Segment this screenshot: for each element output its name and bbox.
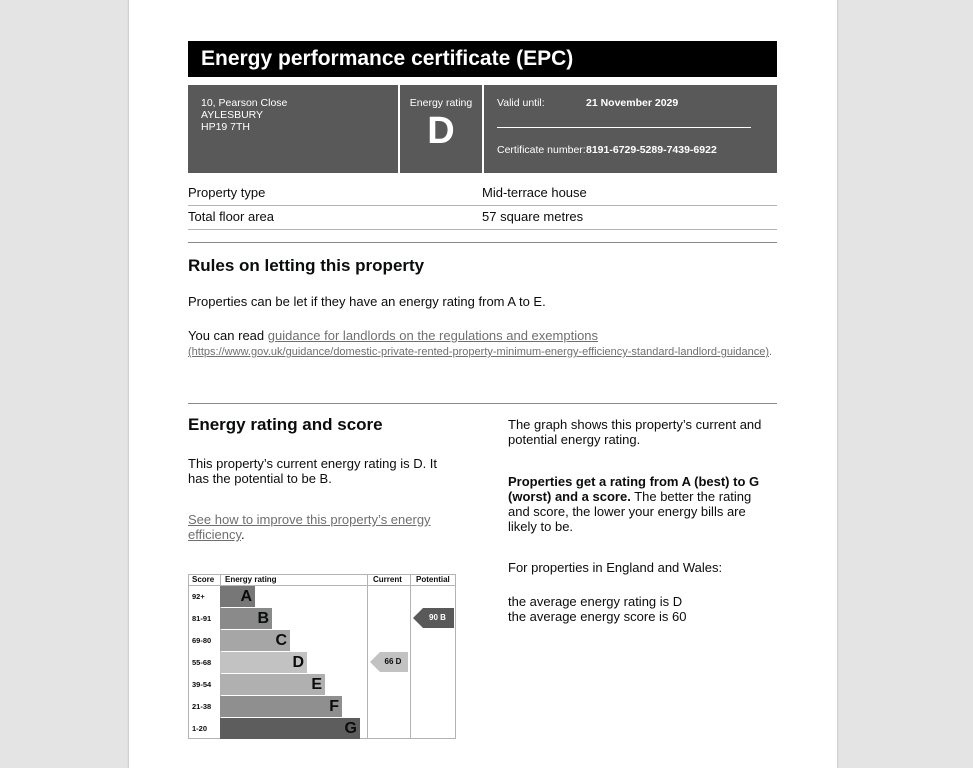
guidance-suffix: .	[769, 346, 773, 358]
letting-heading: Rules on letting this property	[188, 256, 425, 275]
property-type-value: Mid-terrace house	[482, 185, 587, 200]
rating-scale-explanation	[508, 474, 770, 534]
band-letter-f: F	[329, 698, 339, 715]
improve-suffix: .	[241, 527, 245, 542]
graph-header-current: Current	[373, 575, 402, 584]
guidance-url[interactable]: (https://www.gov.uk/guidance/domestic-private-rented-property-minimum-energy-efficiency-standard-landlord-guidance)	[188, 346, 770, 358]
graph-header-potential: Potential	[416, 575, 450, 584]
band-score-f: 21-38	[192, 702, 212, 711]
band-score-d: 55-68	[192, 658, 212, 667]
address-line-3: HP19 7TH	[201, 121, 251, 133]
property-type-row	[188, 181, 777, 206]
rating-scale-rest: The better the rating and score, the lower your energy bills are likely to be.	[508, 489, 752, 534]
rating-heading: Energy rating and score	[188, 415, 383, 434]
valid-until-value: 21 November 2029	[586, 97, 679, 109]
band-letter-c: C	[275, 632, 287, 649]
band-score-b: 81-91	[192, 614, 212, 623]
section-divider	[188, 403, 777, 404]
floor-area-label: Total floor area	[188, 209, 274, 224]
rating-paragraph: This property’s current energy rating is D. It has the potential to be B.	[188, 456, 438, 486]
band-bar-g	[220, 718, 360, 739]
current-rating-label: 66 D	[384, 657, 402, 666]
graph-header-rating: Energy rating	[225, 575, 277, 584]
band-bar-a	[220, 586, 255, 607]
average-score-text: the average energy score is 60	[508, 609, 687, 624]
band-letter-g: G	[344, 720, 357, 737]
certificate-page	[129, 0, 837, 768]
guidance-prefix: You can read	[188, 328, 268, 343]
improve-link[interactable]: See how to improve this property’s energy efficiency	[188, 512, 431, 542]
address-line-1: 10, Pearson Close	[201, 97, 288, 109]
guidance-link[interactable]: guidance for landlords on the regulations and exemptions	[267, 328, 599, 343]
floor-area-value: 57 square metres	[482, 209, 584, 224]
letting-paragraph: Properties can be let if they have an energy rating from A to E.	[188, 294, 546, 309]
certificate-panel	[484, 85, 777, 173]
band-score-a: 92+	[192, 592, 205, 601]
band-score-e: 39-54	[192, 680, 212, 689]
section-divider	[188, 242, 777, 243]
band-score-g: 1-20	[192, 724, 208, 733]
band-letter-e: E	[311, 676, 322, 693]
band-letter-a: A	[240, 588, 252, 605]
page-title: Energy performance certificate (EPC)	[188, 41, 777, 77]
improve-paragraph	[188, 512, 450, 542]
band-bar-f	[220, 696, 342, 717]
address-panel	[188, 85, 398, 173]
rating-scale-bold: Properties get a rating from A (best) to G (worst) and a score.	[508, 474, 760, 504]
band-bar-c	[220, 630, 290, 651]
rating-panel	[400, 85, 482, 173]
graph-explanation: The graph shows this property’s current and potential energy rating.	[508, 417, 762, 447]
energy-rating-graph	[188, 574, 456, 739]
band-bar-b	[220, 608, 272, 629]
certificate-number-label: Certificate number:	[497, 144, 586, 156]
valid-until-label: Valid until:	[497, 97, 545, 109]
address-line-2: AYLESBURY	[201, 109, 264, 121]
graph-header-score: Score	[192, 575, 215, 584]
potential-rating-label: 90 B	[429, 613, 446, 622]
band-bar-e	[220, 674, 325, 695]
england-wales-text: For properties in England and Wales:	[508, 560, 723, 575]
average-rating-text: the average energy rating is D	[508, 594, 683, 609]
floor-area-row	[188, 205, 777, 230]
graph-column-divider	[367, 575, 368, 738]
graph-column-divider	[410, 575, 411, 738]
letting-guidance-paragraph	[188, 328, 777, 359]
certificate-divider	[497, 127, 751, 128]
band-letter-b: B	[257, 610, 269, 627]
band-letter-d: D	[292, 654, 304, 671]
band-bar-d	[220, 652, 307, 673]
certificate-number-value: 8191-6729-5289-7439-6922	[586, 144, 717, 156]
rating-panel-value: D	[427, 110, 455, 152]
rating-panel-label: Energy rating	[409, 97, 473, 109]
band-score-c: 69-80	[192, 636, 212, 645]
property-type-label: Property type	[188, 185, 266, 200]
